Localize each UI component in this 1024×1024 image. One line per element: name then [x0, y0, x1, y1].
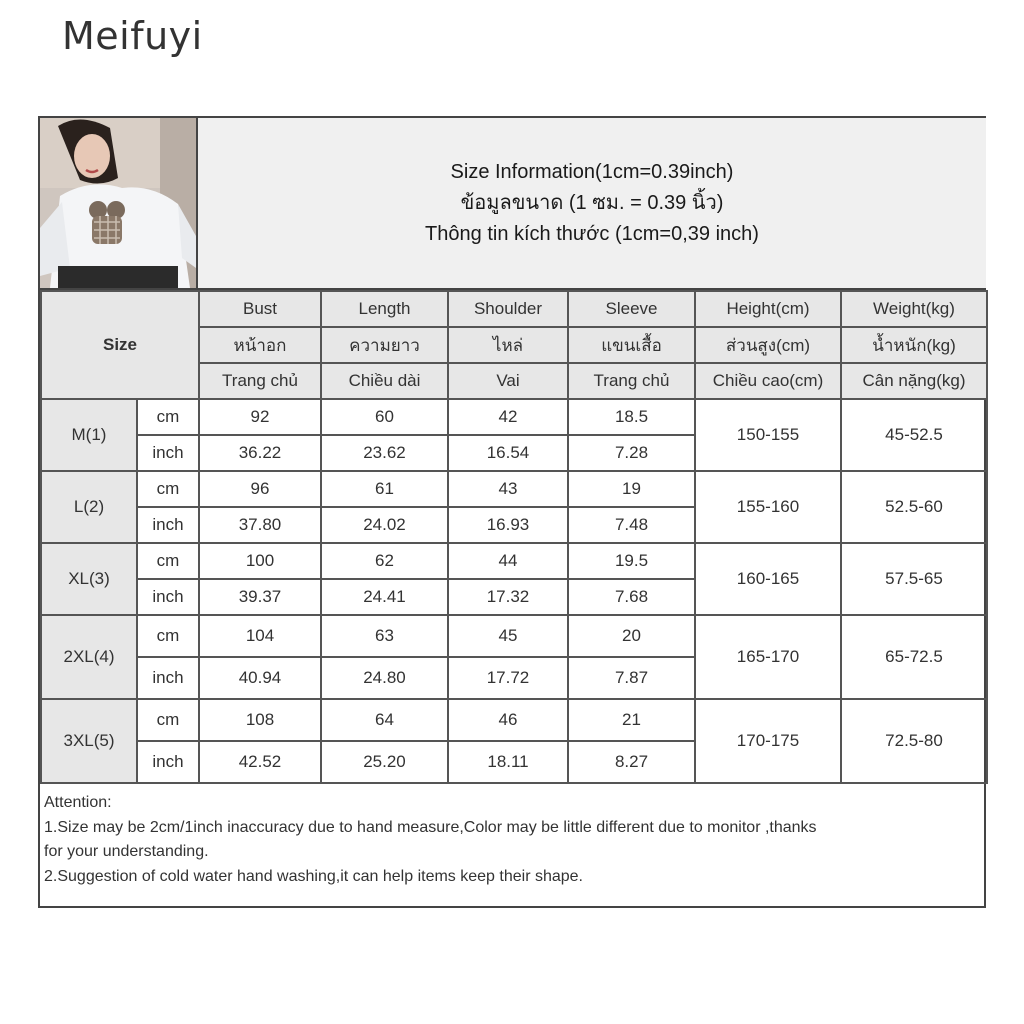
- weight-range: 57.5-65: [841, 543, 987, 615]
- model-tshirt-photo: [40, 118, 196, 288]
- unit-cm: cm: [137, 615, 199, 657]
- weight-range: 45-52.5: [841, 399, 987, 471]
- sleeve-cm: 21: [568, 699, 695, 741]
- shoulder-inch: 17.72: [448, 657, 568, 699]
- header-weight-thai: น้ำหนัก(kg): [841, 327, 987, 363]
- shoulder-cm: 42: [448, 399, 568, 435]
- size-name: 2XL(4): [41, 615, 137, 699]
- header-weight: Weight(kg): [841, 291, 987, 327]
- unit-inch: inch: [137, 579, 199, 615]
- unit-inch: inch: [137, 741, 199, 783]
- table-row: [41, 543, 987, 579]
- header-length: Length: [321, 291, 448, 327]
- height-range: 160-165: [695, 543, 841, 615]
- weight-range: 52.5-60: [841, 471, 987, 543]
- bust-inch: 37.80: [199, 507, 321, 543]
- length-cm: 60: [321, 399, 448, 435]
- header-sleeve: Sleeve: [568, 291, 695, 327]
- size-information-title: [198, 118, 986, 290]
- size-name: M(1): [41, 399, 137, 471]
- note-2: 2.Suggestion of cold water hand washing,it can help items keep their shape.: [44, 867, 583, 885]
- shoulder-inch: 17.32: [448, 579, 568, 615]
- table-row: [41, 471, 987, 507]
- unit-inch: inch: [137, 507, 199, 543]
- table-row: [41, 699, 987, 741]
- length-inch: 25.20: [321, 741, 448, 783]
- bust-cm: 108: [199, 699, 321, 741]
- height-range: 155-160: [695, 471, 841, 543]
- length-cm: 64: [321, 699, 448, 741]
- sleeve-cm: 18.5: [568, 399, 695, 435]
- notes-heading: Attention:: [44, 794, 112, 811]
- size-chart: [38, 116, 986, 908]
- length-cm: 63: [321, 615, 448, 657]
- bust-inch: 40.94: [199, 657, 321, 699]
- unit-cm: cm: [137, 471, 199, 507]
- sleeve-inch: 7.28: [568, 435, 695, 471]
- weight-range: 65-72.5: [841, 615, 987, 699]
- header-sleeve-vi: Trang chủ: [568, 363, 695, 399]
- header-shoulder-vi: Vai: [448, 363, 568, 399]
- shoulder-cm: 46: [448, 699, 568, 741]
- weight-range: 72.5-80: [841, 699, 987, 783]
- unit-cm: cm: [137, 699, 199, 741]
- shoulder-inch: 16.93: [448, 507, 568, 543]
- sleeve-inch: 8.27: [568, 741, 695, 783]
- size-header: Size: [41, 291, 199, 399]
- sleeve-cm: 20: [568, 615, 695, 657]
- header-bust-vi: Trang chủ: [199, 363, 321, 399]
- table-row: [41, 615, 987, 657]
- note-1-continued: for your understanding.: [44, 843, 209, 860]
- bust-cm: 100: [199, 543, 321, 579]
- length-cm: 61: [321, 471, 448, 507]
- sleeve-cm: 19: [568, 471, 695, 507]
- size-name: XL(3): [41, 543, 137, 615]
- bust-cm: 104: [199, 615, 321, 657]
- bust-inch: 39.37: [199, 579, 321, 615]
- header-bust: Bust: [199, 291, 321, 327]
- header-sleeve-thai: แขนเสื้อ: [568, 327, 695, 363]
- header-weight-vi: Cân nặng(kg): [841, 363, 987, 399]
- shoulder-inch: 16.54: [448, 435, 568, 471]
- header-height-thai: ส่วนสูง(cm): [695, 327, 841, 363]
- unit-cm: cm: [137, 399, 199, 435]
- bust-cm: 96: [199, 471, 321, 507]
- shoulder-cm: 44: [448, 543, 568, 579]
- bust-inch: 42.52: [199, 741, 321, 783]
- sleeve-cm: 19.5: [568, 543, 695, 579]
- sleeve-inch: 7.48: [568, 507, 695, 543]
- attention-notes: [44, 791, 980, 889]
- header-shoulder-thai: ไหล่: [448, 327, 568, 363]
- unit-inch: inch: [137, 657, 199, 699]
- bust-inch: 36.22: [199, 435, 321, 471]
- shoulder-cm: 45: [448, 615, 568, 657]
- header-shoulder: Shoulder: [448, 291, 568, 327]
- shoulder-inch: 18.11: [448, 741, 568, 783]
- length-inch: 24.41: [321, 579, 448, 615]
- header-height: Height(cm): [695, 291, 841, 327]
- title-english: Size Information(1cm=0.39inch): [450, 160, 734, 183]
- product-photo: [40, 118, 198, 290]
- size-table: [40, 290, 988, 784]
- note-1: 1.Size may be 2cm/1inch inaccuracy due to hand measure,Color may be little different due to monitor ,thanks: [44, 818, 817, 836]
- header-bust-thai: หน้าอก: [199, 327, 321, 363]
- header-height-vi: Chiều cao(cm): [695, 363, 841, 399]
- unit-cm: cm: [137, 543, 199, 579]
- size-name: 3XL(5): [41, 699, 137, 783]
- length-inch: 24.80: [321, 657, 448, 699]
- length-cm: 62: [321, 543, 448, 579]
- title-thai: ข้อมูลขนาด (1 ซม. = 0.39 นิ้ว): [460, 191, 724, 214]
- length-inch: 23.62: [321, 435, 448, 471]
- height-range: 170-175: [695, 699, 841, 783]
- sleeve-inch: 7.68: [568, 579, 695, 615]
- size-name: L(2): [41, 471, 137, 543]
- length-inch: 24.02: [321, 507, 448, 543]
- shoulder-cm: 43: [448, 471, 568, 507]
- bust-cm: 92: [199, 399, 321, 435]
- header-length-thai: ความยาว: [321, 327, 448, 363]
- sleeve-inch: 7.87: [568, 657, 695, 699]
- height-range: 165-170: [695, 615, 841, 699]
- title-vietnamese: Thông tin kích thước (1cm=0,39 inch): [425, 222, 759, 245]
- unit-inch: inch: [137, 435, 199, 471]
- height-range: 150-155: [695, 399, 841, 471]
- header-length-vi: Chiều dài: [321, 363, 448, 399]
- brand-name: Meifuyi: [62, 14, 203, 58]
- table-row: [41, 399, 987, 435]
